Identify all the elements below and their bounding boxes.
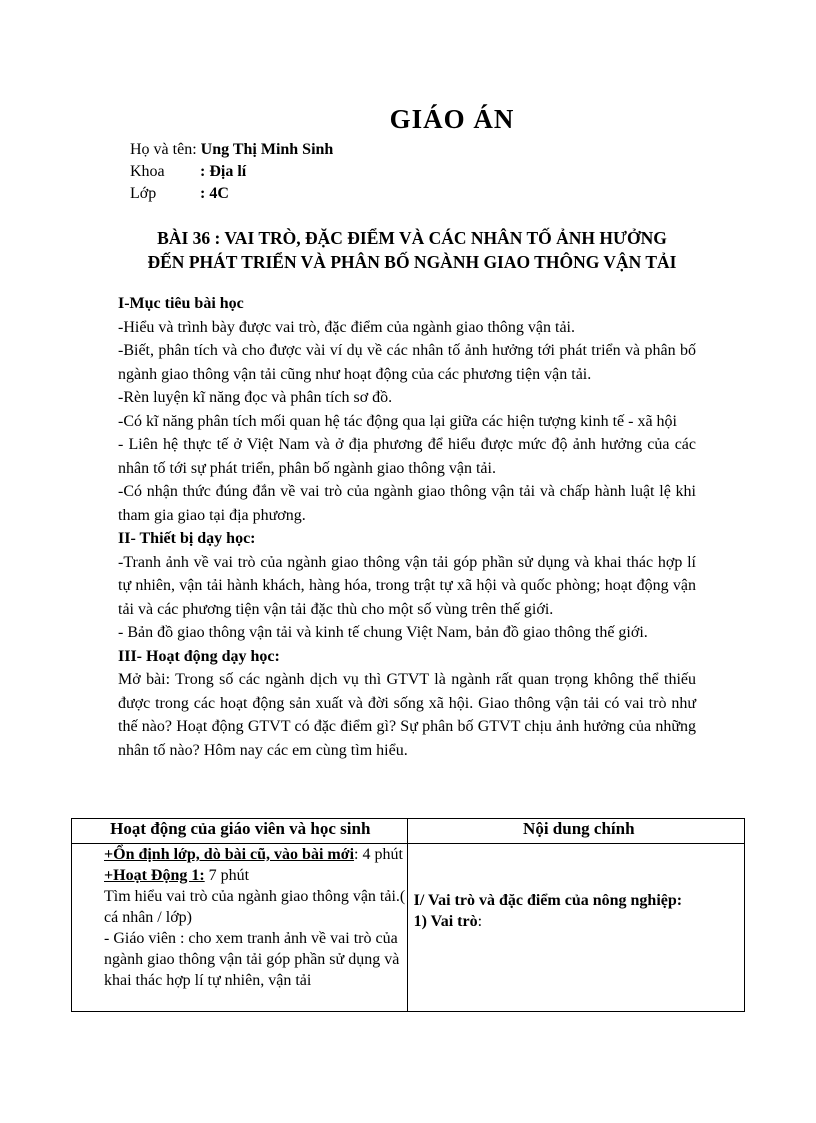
activity-text: 7 phút <box>204 867 250 884</box>
class-value: : 4C <box>200 185 229 202</box>
content-subheading-rest: : <box>477 913 483 930</box>
content-subheading-bold: 1) Vai trò <box>413 913 478 930</box>
section-3-paragraph: Mở bài: Trong số các ngành dịch vụ thì GTVT là ngành rất quan trọng không thể thiếu được trong các hoạt động sản xuất và đời sống xã hội. Giao thông vận tải có vai trò như thế nào? Hoạt động GTVT có đặc điểm gì? Sự phân bố GTVT chịu ảnh hưởng của những nhân tố nào? Hôm nay các em cùng tìm hiểu. <box>118 671 696 759</box>
table-cell-content <box>407 844 744 1012</box>
section-1-paragraph: -Biết, phân tích và cho được vài ví dụ về các nhân tố ảnh hưởng tới phát triển và phân bố ngành giao thông vận tải cũng như hoạt động của các phương tiện vận tải. <box>118 342 696 383</box>
activity-text: : 4 phút <box>354 846 403 863</box>
document-title: GIÁO ÁN <box>389 104 515 134</box>
activity-line <box>104 844 407 865</box>
lesson-title-line-2: ĐẾN PHÁT TRIỂN VÀ PHÂN BỐ NGÀNH GIAO THÔNG VẬN TẢI <box>147 252 677 272</box>
faculty-line <box>130 161 246 183</box>
content-heading: I/ Vai trò và đặc điểm của nông nghiệp: <box>413 892 683 909</box>
table-row <box>72 844 745 1012</box>
section-1-paragraph: -Có nhận thức đúng đắn về vai trò của ngành giao thông vận tải và chấp hành luật lệ khi tham gia giao tại địa phương. <box>118 483 696 524</box>
lesson-title <box>110 226 714 274</box>
activity-bold-text: +Hoạt Động 1: <box>104 867 205 884</box>
section-1-paragraph: -Hiểu và trình bày được vai trò, đặc điểm của ngành giao thông vận tải. <box>118 318 575 336</box>
table-header-activities: Hoạt động của giáo viên và học sinh <box>72 819 408 844</box>
class-line <box>130 183 229 205</box>
table-header-row <box>72 819 745 844</box>
activity-bold-text: +Ổn định lớp, dò bài cũ, vào bài mới <box>104 846 355 863</box>
section-2-paragraph: - Bản đồ giao thông vận tải và kinh tế chung Việt Nam, bản đồ giao thông thế giới. <box>118 624 648 641</box>
activity-line: - Giáo viên : cho xem tranh ảnh về vai trò của ngành giao thông vận tải góp phần sử dụng và khai thác hợp lí tự nhiên, vận tải <box>104 930 400 989</box>
section-3-heading: III- Hoạt động dạy học: <box>118 647 280 665</box>
lesson-table <box>71 818 745 1012</box>
section-2-heading: II- Thiết bị dạy học: <box>118 530 256 547</box>
document-body <box>118 292 696 762</box>
faculty-label: Khoa <box>130 163 165 180</box>
name-value: Ung Thị Minh Sinh <box>200 141 334 158</box>
table-cell-activities <box>72 844 408 1012</box>
table-header-content: Nội dung chính <box>407 819 744 844</box>
content-subheading <box>414 911 744 932</box>
section-1-paragraph: -Rèn luyện kĩ năng đọc và phân tích sơ đồ. <box>118 389 393 406</box>
name-line <box>130 139 333 161</box>
section-2-paragraph: -Tranh ảnh về vai trò của ngành giao thông vận tải góp phần sử dụng và khai thác hợp lí tự nhiên, vận tải hành khách, hàng hóa, trong trật tự xã hội và quốc phòng; hoạt động vận tải và các phương tiện vận tải đặc thù cho một số vùng trên thế giới. <box>118 553 696 618</box>
activity-line <box>104 865 407 886</box>
class-label: Lớp <box>130 185 157 202</box>
section-1-paragraph: - Liên hệ thực tế ở Việt Nam và ở địa phương để hiểu được mức độ ảnh hưởng của các nhân tố tới sự phát triển, phân bố ngành giao thông vận tải. <box>118 436 696 477</box>
section-1-heading: I-Mục tiêu bài học <box>118 295 244 312</box>
activity-line: Tìm hiểu vai trò của ngành giao thông vận tải.( cá nhân / lớp) <box>104 888 406 926</box>
name-label: Họ và tên: <box>130 141 197 158</box>
lesson-title-line-1: BÀI 36 : VAI TRÒ, ĐẶC ĐIỂM VÀ CÁC NHÂN TỐ ẢNH HƯỞNG <box>157 228 667 248</box>
faculty-value: : Địa lí <box>200 163 247 180</box>
section-1-paragraph: -Có kĩ năng phân tích mối quan hệ tác động qua lại giữa các hiện tượng kinh tế - xã hội <box>118 412 677 430</box>
